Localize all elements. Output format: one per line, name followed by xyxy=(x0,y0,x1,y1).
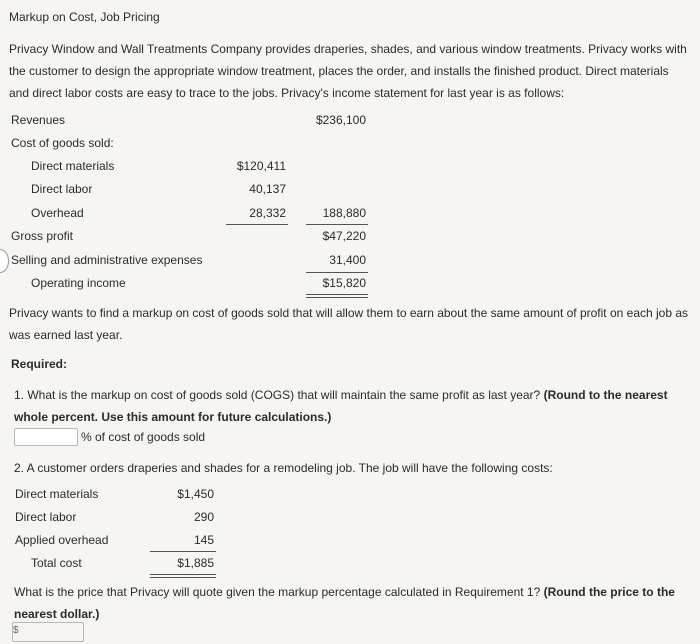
oi-value: $15,820 xyxy=(322,276,366,290)
sga-underline xyxy=(306,272,368,273)
job-dm-value: $1,450 xyxy=(177,487,214,501)
q1-text-bold: (Round to the nearest whole percent. Use this amount for future calculations.) xyxy=(14,388,668,424)
oh-value: 28,332 xyxy=(249,206,286,220)
job-total-label: Total cost xyxy=(31,556,82,570)
job-oh-underline xyxy=(150,551,216,552)
page-title: Markup on Cost, Job Pricing xyxy=(9,10,160,24)
q1-suffix: % of cost of goods sold xyxy=(81,430,206,444)
goal-paragraph: Privacy wants to find a markup on cost of goods sold that will allow them to earn about the same amount of profit on each job as was earned last year. xyxy=(9,306,689,342)
cogs-total-value: 188,880 xyxy=(322,206,366,220)
quote-price-input[interactable] xyxy=(12,622,84,642)
job-oh-label: Applied overhead xyxy=(15,533,109,547)
q1-text-plain: 1. What is the markup on cost of goods sold (COGS) that will maintain the same profit as last year? xyxy=(14,388,541,402)
q2-text: 2. A customer orders draperies and shades for a remodeling job. The job will have the following costs: xyxy=(14,461,553,475)
cogs-total-underline xyxy=(306,224,368,225)
job-oh-value: 145 xyxy=(193,533,214,547)
job-dl-value: 290 xyxy=(193,510,214,524)
currency-symbol: $ xyxy=(13,625,19,636)
q2-question xyxy=(14,581,690,625)
cogs-underline xyxy=(226,224,288,225)
revenues-label: Revenues xyxy=(11,113,66,127)
gp-value: $47,220 xyxy=(322,229,366,243)
job-total-double-underline xyxy=(150,574,216,578)
dl-label: Direct labor xyxy=(31,182,93,196)
page-edge-tab xyxy=(0,249,9,273)
dm-value: $120,411 xyxy=(236,159,286,173)
sga-value: 31,400 xyxy=(329,253,366,267)
dl-value: 40,137 xyxy=(249,182,286,196)
q2-question-bold: (Round the price to the nearest dollar.) xyxy=(14,585,675,621)
oi-double-underline xyxy=(306,294,368,298)
job-dm-label: Direct materials xyxy=(15,487,99,501)
required-heading: Required: xyxy=(11,357,68,371)
revenues-value: $236,100 xyxy=(315,113,366,127)
job-total-value: $1,885 xyxy=(177,556,214,570)
gp-label: Gross profit xyxy=(11,229,74,243)
q2-question-plain: What is the price that Privacy will quote given the markup percentage calculated in Requirement 1? xyxy=(14,585,541,599)
cogs-label: Cost of goods sold: xyxy=(11,136,114,150)
oh-label: Overhead xyxy=(31,206,84,220)
dm-label: Direct materials xyxy=(31,159,115,173)
job-dl-label: Direct labor xyxy=(15,510,77,524)
q1-text xyxy=(14,384,690,428)
intro-paragraph: Privacy Window and Wall Treatments Company provides draperies, shades, and various window treatments. Privacy works with the customer to design the appropriate window treatment, places the order, and installs the finished product. Direct materials and direct labor costs are easy to trace to the jobs. Privacy's income statement for last year is as follows: xyxy=(9,42,687,100)
markup-percent-input[interactable] xyxy=(14,428,78,446)
oi-label: Operating income xyxy=(31,276,126,290)
sga-label: Selling and administrative expenses xyxy=(11,253,203,267)
